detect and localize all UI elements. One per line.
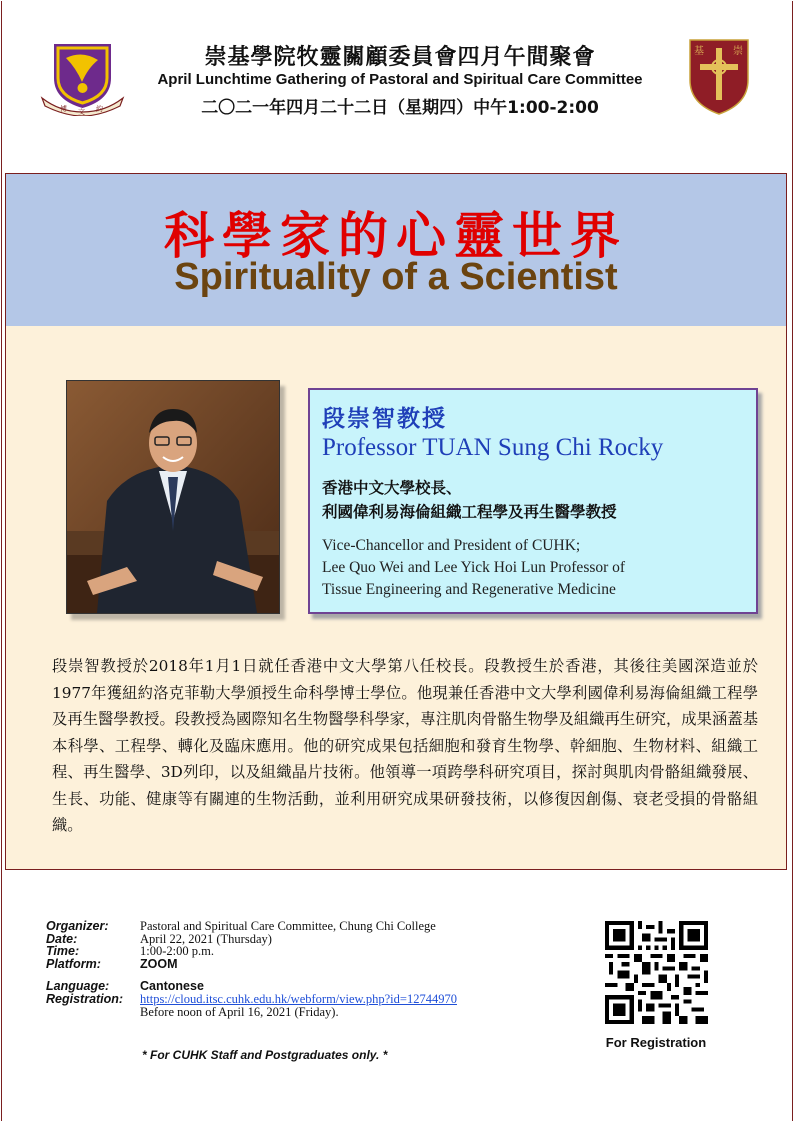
cuhk-logo-icon [40, 38, 125, 116]
language-value: Cantonese [140, 979, 204, 994]
speaker-role-en-line: Lee Quo Wei and Lee Yick Hoi Lun Professor of [322, 559, 626, 576]
svg-text:約: 約 [96, 105, 103, 113]
speaker-role-zh-line: 香港中文大學校長、 [322, 478, 462, 497]
svg-text:崇: 崇 [733, 46, 743, 57]
chung-chi-shield-icon [688, 38, 750, 116]
speaker-photo [66, 380, 280, 614]
speaker-portrait-icon [67, 381, 279, 613]
speaker-name-zh: 段崇智教授 [322, 405, 447, 432]
detail-row-organizer [46, 920, 566, 933]
detail-spacer [46, 970, 566, 980]
platform-label: Platform: [46, 956, 101, 971]
language-label: Language: [46, 979, 110, 994]
date-label: Date: [46, 931, 78, 946]
organizer-label: Organizer: [46, 919, 109, 933]
date-value: April 22, 2021 (Thursday) [140, 931, 272, 946]
detail-row-platform [46, 958, 566, 971]
speaker-bio: 段崇智教授於2018年1月1日就任香港中文大學第八任校長。段教授生於香港，其後往美國深造並於1977年獲紐約洛克菲勒大學頒授生命科學博士學位。他現兼任香港中文大學利國偉利易海倫組織工程學及再生醫學教授。段教授為國際知名生物醫學科學家，專注肌肉骨骼生物學及組織再生研究，成果涵蓋基本科學、工程學、轉化及臨床應用。他的研究成果包括細胞和發育生物學、幹細胞、生物材料、組織工程、再生醫學、3D列印，以及組織晶片技術。他領導一項跨學科研究項目，探討與肌肉骨骼組織發展、生長、功能、健康等有關連的生物活動，並利用研究成果研發技術，以修復因創傷、衰老受損的骨骼組織。 [52, 657, 758, 834]
header-title-zh: 崇基學院牧靈關顧委員會四月午間聚會 [204, 45, 596, 70]
qr-code-label: For Registration [605, 1035, 707, 1050]
time-value: 1:00-2:00 p.m. [140, 944, 214, 959]
registration-qr-code-icon[interactable] [605, 921, 708, 1024]
speaker-info-box [308, 388, 758, 614]
speaker-role-en [322, 535, 752, 601]
detail-row-deadline [46, 1006, 566, 1019]
speaker-role-en-line: Vice-Chancellor and President of CUHK; [322, 537, 581, 554]
registration-link[interactable]: https://cloud.itsc.cuhk.edu.hk/webform/view.php?id=12744970 [140, 991, 457, 1006]
time-label: Time: [46, 944, 80, 959]
speaker-role-en-line: Tissue Engineering and Regenerative Medicine [322, 581, 616, 598]
talk-title-en: Spirituality of a Scientist [174, 256, 618, 298]
speaker-name-en: Professor TUAN Sung Chi Rocky [322, 434, 664, 461]
talk-title-zh: 科學家的心靈世界 [164, 206, 628, 265]
header-date-zh: 二〇二一年四月二十二日（星期四）中午1:00-2:00 [201, 98, 599, 118]
eligibility-note: * For CUHK Staff and Postgraduates only. * [142, 1048, 388, 1062]
organizer-value: Pastoral and Spiritual Care Committee, Chung Chi College [140, 919, 436, 933]
main-panel [5, 173, 787, 870]
platform-value: ZOOM [140, 956, 178, 971]
detail-row-time [46, 945, 566, 958]
svg-text:文: 文 [78, 108, 85, 116]
svg-text:博: 博 [60, 105, 67, 113]
svg-text:基: 基 [694, 46, 704, 57]
detail-row-registration [46, 993, 566, 1006]
speaker-role-zh-line: 利國偉利易海倫組織工程學及再生醫學教授 [322, 502, 617, 521]
registration-label: Registration: [46, 991, 124, 1006]
event-details [46, 919, 566, 1062]
detail-row-date [46, 933, 566, 946]
speaker-role-zh [322, 476, 752, 524]
registration-link-wrap [140, 993, 457, 1006]
registration-deadline: Before noon of April 16, 2021 (Friday). [140, 1004, 339, 1019]
header-title-en: April Lunchtime Gathering of Pastoral and Spiritual Care Committee [157, 71, 643, 88]
title-band [6, 174, 786, 326]
